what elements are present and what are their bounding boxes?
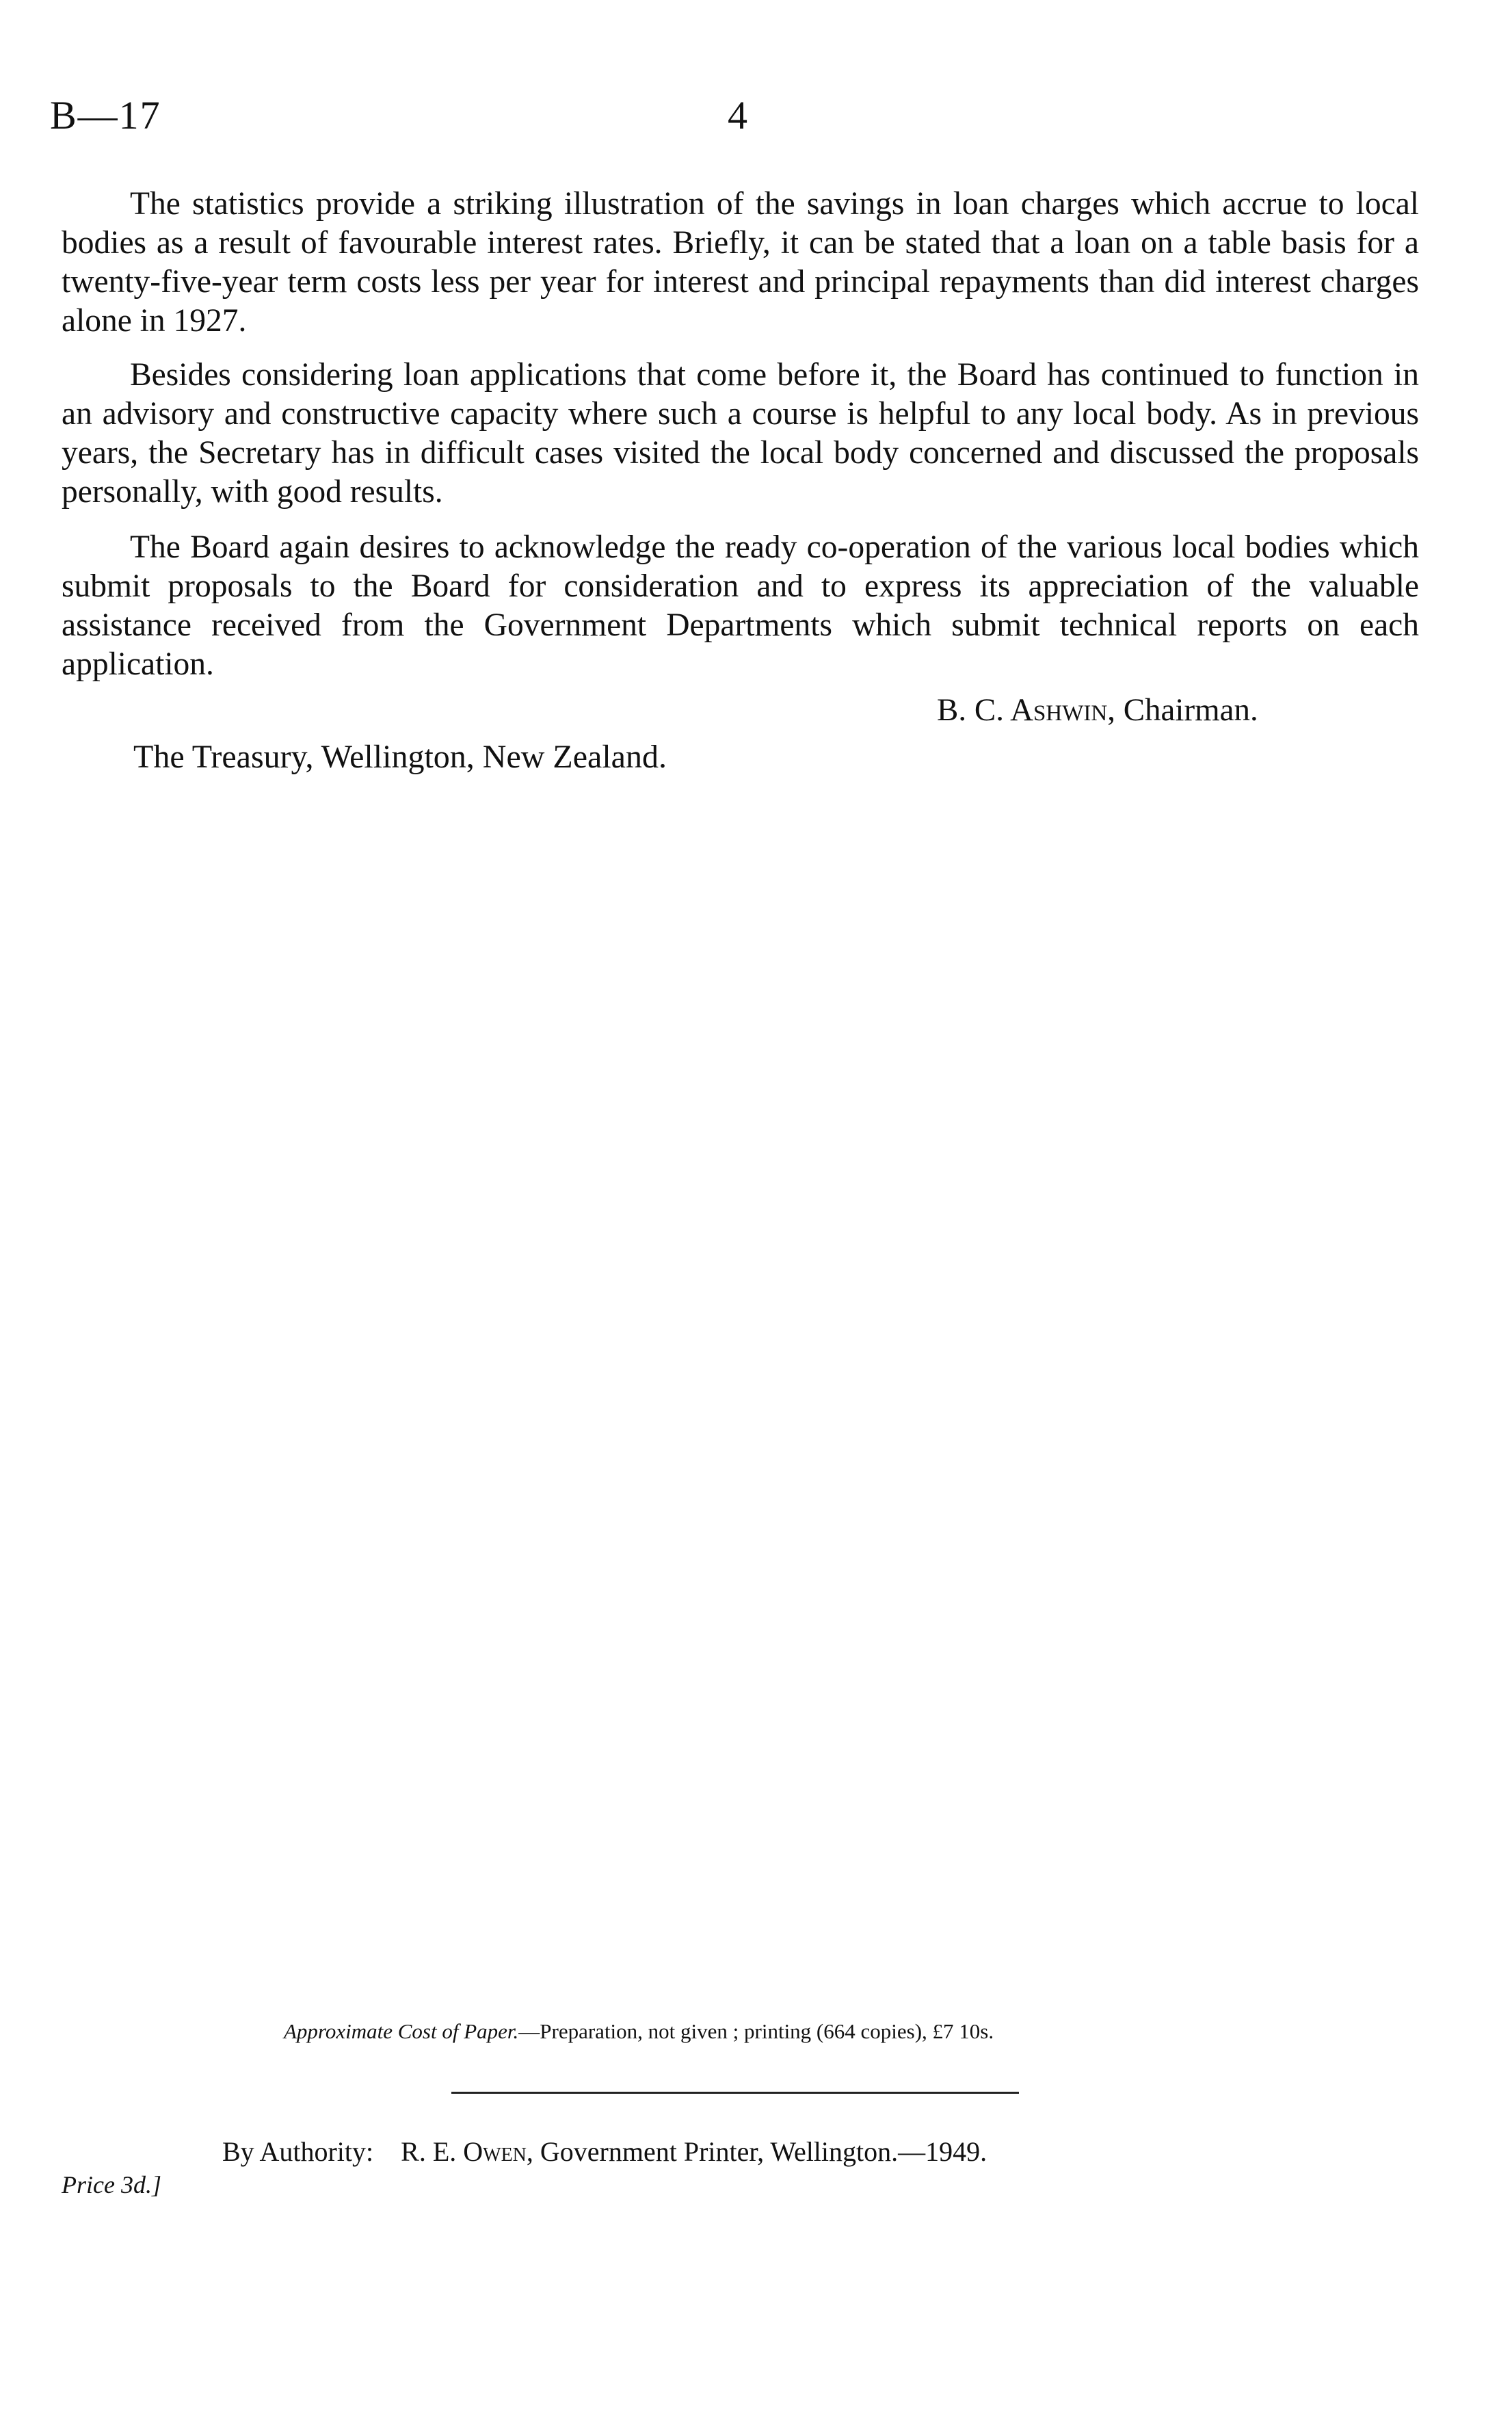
printer-authority: [222, 2136, 987, 2168]
page-number: 4: [728, 93, 747, 137]
paragraph-acknowledgement: The Board again desires to acknowledge the ready co-operation of the various local bodies which submit proposals to the Board for consideration and to express its appreciation of the valuable assistance received from the Government Departments which submit technical reports on each application.: [62, 529, 1419, 682]
cost-label: Approximate Cost of Paper.: [284, 2019, 519, 2043]
document-reference: B—17: [50, 93, 161, 137]
footer-divider: [451, 2092, 1019, 2094]
price: Price 3d.]: [62, 2171, 161, 2198]
paragraph-advisory: Besides considering loan applications that come before it, the Board has continued to function in an advisory and constructive capacity where such a course is helpful to any local body. As in previous years, the Secretary has in difficult cases visited the local body concerned and discussed the proposals personally, with good results.: [62, 357, 1419, 510]
signatory-name: B. C. Ashwin: [937, 692, 1108, 728]
cost-of-paper: [284, 2018, 994, 2045]
printer-name: R. E. Owen: [401, 2136, 527, 2167]
signature: [937, 691, 1258, 730]
printer-detail: , Government Printer, Wellington.—1949.: [526, 2136, 987, 2167]
cost-detail: —Preparation, not given ; printing (664 copies), £7 10s.: [518, 2019, 994, 2043]
signatory-title: , Chairman.: [1107, 692, 1258, 728]
paragraph-statistics: The statistics provide a striking illustration of the savings in loan charges which accrue to local bodies as a result of favourable interest rates. Briefly, it can be stated that a loan on a table basis for a twenty-five-year term costs less per year for interest and principal repayments than did interest charges alone in 1927.: [62, 186, 1419, 339]
address: The Treasury, Wellington, New Zealand.: [133, 739, 667, 775]
authority-label: By Authority:: [222, 2136, 374, 2167]
